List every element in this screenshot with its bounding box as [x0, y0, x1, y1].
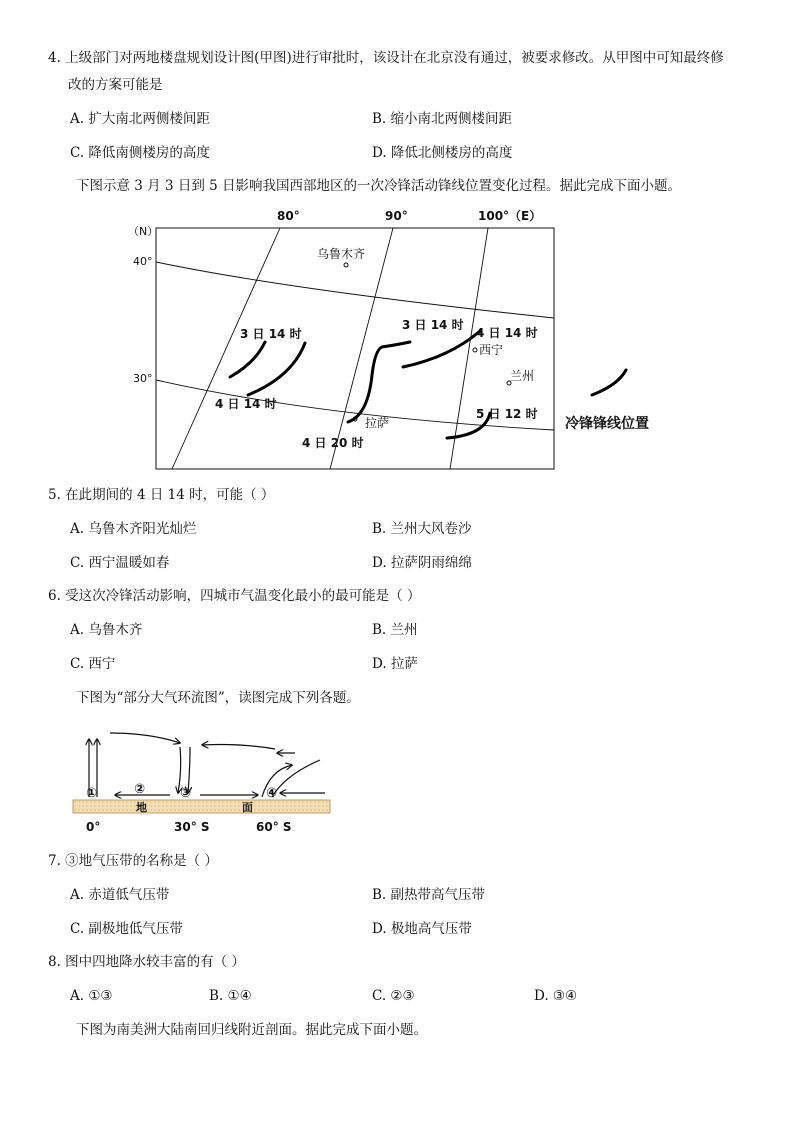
arrow-upper-equator-30 — [110, 733, 180, 743]
label-2: ② — [134, 782, 146, 797]
city-lanzhou-label: 兰州 — [510, 369, 535, 383]
ground-label-2: 面 — [242, 801, 253, 814]
q6-option-d: D. 拉萨 — [372, 656, 418, 672]
label-4d14-left: 4 日 14 时 — [215, 397, 277, 411]
front-4d20 — [348, 342, 410, 422]
arrow-upper-60-30 — [202, 745, 275, 750]
q7-option-a: A. 赤道低气压带 — [70, 887, 170, 903]
q4-option-a: A. 扩大南北两侧楼间距 — [70, 111, 210, 127]
map-n-label: （N） — [128, 225, 159, 238]
q8-option-c: C. ②③ — [372, 988, 415, 1004]
atmospheric-circulation-diagram — [70, 725, 340, 840]
q8-option-a: A. ①③ — [70, 988, 113, 1004]
q8-option-d: D. ③④ — [534, 988, 578, 1004]
label-3d14-right: 3 日 14 时 — [402, 318, 464, 332]
q8-option-b: B. ①④ — [209, 988, 252, 1004]
map-lat-40: 40° — [133, 255, 153, 268]
map-lon-100: 100°（E） — [478, 209, 542, 223]
q6-stem: 6. 受这次冷锋活动影响，四城市气温变化最小的最可能是（ ） — [48, 588, 421, 604]
city-lanzhou-dot — [507, 381, 511, 385]
q5-option-a: A. 乌鲁木齐阳光灿烂 — [70, 521, 197, 537]
map-lon-90: 90° — [385, 209, 408, 223]
q4-option-c: C. 降低南侧楼房的高度 — [70, 145, 210, 161]
front-3d14-left — [230, 342, 265, 377]
front-intro: 下图示意 3 月 3 日到 5 日影响我国西部地区的一次冷锋活动锋线位置变化过程。据此完成下面小题。 — [76, 178, 682, 194]
ground-label-1: 地 — [136, 801, 147, 814]
label-3: ③ — [180, 786, 192, 801]
meridian-90 — [330, 228, 393, 469]
q5-option-b: B. 兰州大风卷沙 — [372, 521, 472, 537]
label-1: ① — [86, 786, 98, 801]
lat-label-30s: 30° S — [174, 820, 210, 834]
label-4d14-right: 4 日 14 时 — [476, 326, 538, 340]
q5-option-d: D. 拉萨阴雨绵绵 — [372, 555, 472, 571]
city-urumqi-dot — [344, 263, 348, 267]
q4-stem-line1: 4. 上级部门对两地楼盘规划设计图(甲图)进行审批时，该设计在北京没有通过，被要求修改。从甲图中可知最终修 — [48, 50, 724, 66]
q7-option-b: B. 副热带高气压带 — [372, 887, 486, 903]
legend-label: 冷锋锋线位置 — [565, 416, 649, 432]
parallel-40 — [156, 262, 554, 318]
q4-option-b: B. 缩小南北两侧楼间距 — [372, 111, 513, 127]
front-3d14-right — [403, 331, 480, 367]
city-xining-label: 西宁 — [479, 343, 504, 357]
label-5d12: 5 日 12 时 — [476, 407, 538, 421]
q4-stem-line2: 改的方案可能是 — [68, 77, 163, 93]
city-urumqi-label: 乌鲁木齐 — [317, 247, 366, 261]
lat-label-0: 0° — [86, 820, 101, 834]
q5-stem: 5. 在此期间的 4 日 14 时，可能（ ） — [48, 487, 275, 503]
arrow-polar-flow — [272, 760, 320, 797]
front-4d14-left — [248, 343, 305, 395]
label-4d20: 4 日 20 时 — [302, 436, 364, 450]
city-xining-dot — [473, 348, 477, 352]
q6-option-a: A. 乌鲁木齐 — [70, 622, 143, 638]
q6-option-b: B. 兰州 — [372, 622, 418, 638]
ground-bar — [73, 800, 330, 813]
q4-option-d: D. 降低北侧楼房的高度 — [372, 145, 513, 161]
city-lhasa-label: 拉萨 — [365, 416, 390, 430]
map-lat-30: 30° — [133, 372, 153, 385]
meridian-80 — [172, 228, 280, 469]
map-lon-80: 80° — [277, 209, 300, 223]
legend-front-symbol — [592, 370, 626, 395]
q7-option-d: D. 极地高气压带 — [372, 921, 472, 937]
lat-label-60s: 60° S — [256, 820, 292, 834]
circulation-intro: 下图为“部分大气环流图”，读图完成下列各题。 — [76, 690, 360, 706]
label-3d14-left: 3 日 14 时 — [240, 327, 302, 341]
q8-stem: 8. 图中四地降水较丰富的有（ ） — [48, 954, 245, 970]
profile-intro: 下图为南美洲大陆南回归线附近剖面。据此完成下面小题。 — [76, 1022, 427, 1038]
label-4: ④ — [266, 786, 278, 801]
q6-option-c: C. 西宁 — [70, 656, 116, 672]
q7-option-c: C. 副极地低气压带 — [70, 921, 183, 937]
cold-front-map — [120, 205, 680, 475]
q5-option-c: C. 西宁温暖如春 — [70, 555, 170, 571]
q7-stem: 7. ③地气压带的名称是（ ） — [48, 853, 218, 869]
